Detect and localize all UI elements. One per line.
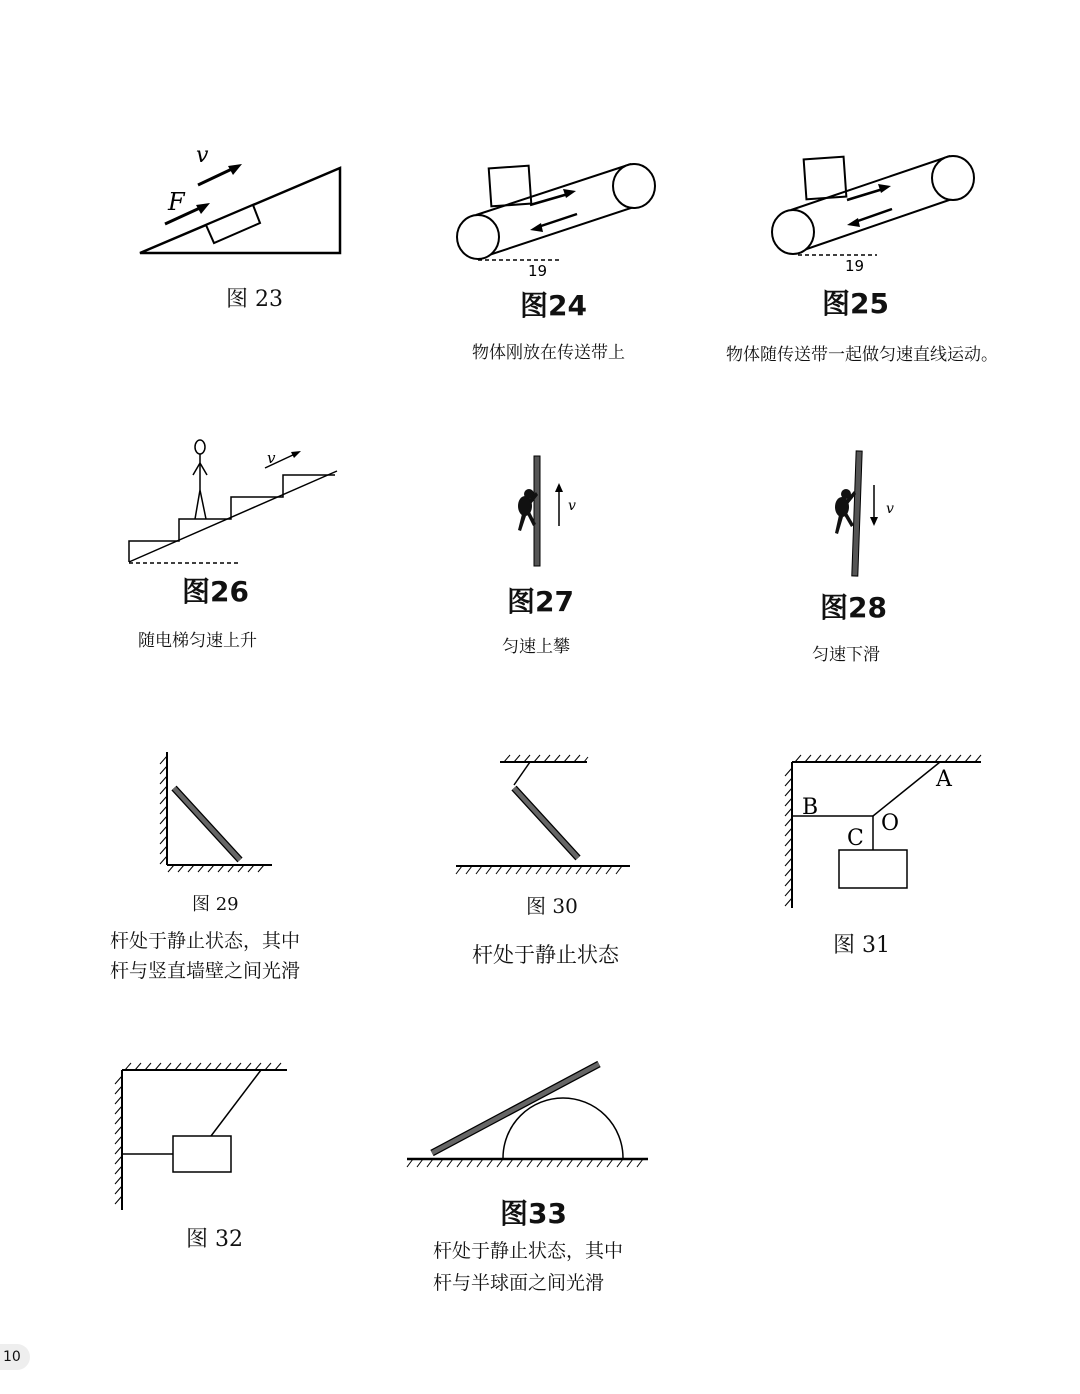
fig27-caption: 图27 [507, 585, 574, 618]
pole [852, 451, 862, 576]
fig29-note-line1: 杆处于静止状态，其中 [110, 930, 301, 952]
pole [534, 456, 540, 566]
fig27-note: 匀速上攀 [502, 637, 570, 657]
fig26-caption: 图26 [182, 575, 249, 608]
fig25-mark: 19 [845, 257, 865, 275]
fig23-diagram [130, 140, 350, 260]
fig24-caption: 图24 [520, 289, 587, 322]
fig30-note: 杆处于静止状态 [472, 943, 619, 967]
fig29-note-line2: 杆与竖直墙壁之间光滑 [110, 960, 301, 982]
fig29-diagram [150, 748, 280, 878]
velocity-arrow [198, 168, 234, 185]
label-C: C [847, 826, 864, 851]
fig30-caption: 图 30 [526, 894, 578, 918]
fig25-note: 物体随传送带一起做匀速直线运动。 [726, 345, 998, 365]
string-diagonal [211, 1070, 261, 1136]
fig26-note: 随电梯匀速上升 [138, 631, 257, 651]
label-A: A [936, 767, 952, 792]
fig24-diagram [450, 155, 665, 280]
fig31-caption: 图 31 [833, 933, 890, 958]
right-roller [932, 156, 974, 200]
fig25-diagram [765, 150, 980, 275]
ceiling-hatching [504, 755, 588, 762]
fig31-diagram [775, 752, 985, 912]
monkey-icon [835, 489, 856, 534]
fig33-caption: 图33 [500, 1197, 567, 1230]
fig27-diagram [505, 450, 595, 570]
fig32-diagram [105, 1060, 295, 1215]
string-OA [873, 762, 940, 816]
left-roller [772, 210, 814, 254]
label-F: F [168, 188, 185, 216]
label-O: O [881, 811, 900, 836]
block [173, 1136, 231, 1172]
label-v: v [568, 498, 576, 514]
fig26-diagram [125, 435, 345, 570]
floor-hatching [456, 866, 622, 874]
fig28-note: 匀速下滑 [812, 645, 880, 665]
fig28-diagram [820, 445, 920, 580]
fig25-caption: 图25 [822, 287, 889, 320]
left-roller [457, 215, 499, 259]
string [514, 762, 530, 785]
fig32-caption: 图 32 [186, 1227, 243, 1252]
wall-hatching [785, 768, 792, 906]
label-v: v [886, 501, 894, 517]
fig29-caption: 图 29 [192, 894, 239, 915]
fig33-note-line1: 杆处于静止状态，其中 [433, 1240, 624, 1262]
fig33-note-line2: 杆与半球面之间光滑 [433, 1272, 605, 1294]
page-number: 10 [0, 1344, 30, 1370]
fig33-diagram [405, 1055, 650, 1175]
ceiling-hatching [795, 755, 981, 762]
floor-hatching [168, 865, 264, 872]
wall-hatching [160, 756, 167, 864]
right-roller [613, 164, 655, 208]
object-box [489, 166, 532, 207]
label-v: v [267, 449, 276, 467]
label-B: B [802, 795, 819, 820]
wall-hatching [115, 1076, 122, 1204]
fig30-diagram [450, 750, 635, 880]
ceiling-hatching [125, 1063, 281, 1070]
block [206, 205, 260, 243]
fig28-caption: 图28 [820, 591, 887, 624]
fig24-mark: 19 [528, 262, 548, 280]
label-v: v [196, 143, 209, 168]
fig24-note: 物体刚放在传送带上 [472, 343, 625, 363]
fig23-caption: 图 23 [226, 287, 283, 312]
block [839, 850, 907, 888]
person-figure [193, 440, 207, 519]
